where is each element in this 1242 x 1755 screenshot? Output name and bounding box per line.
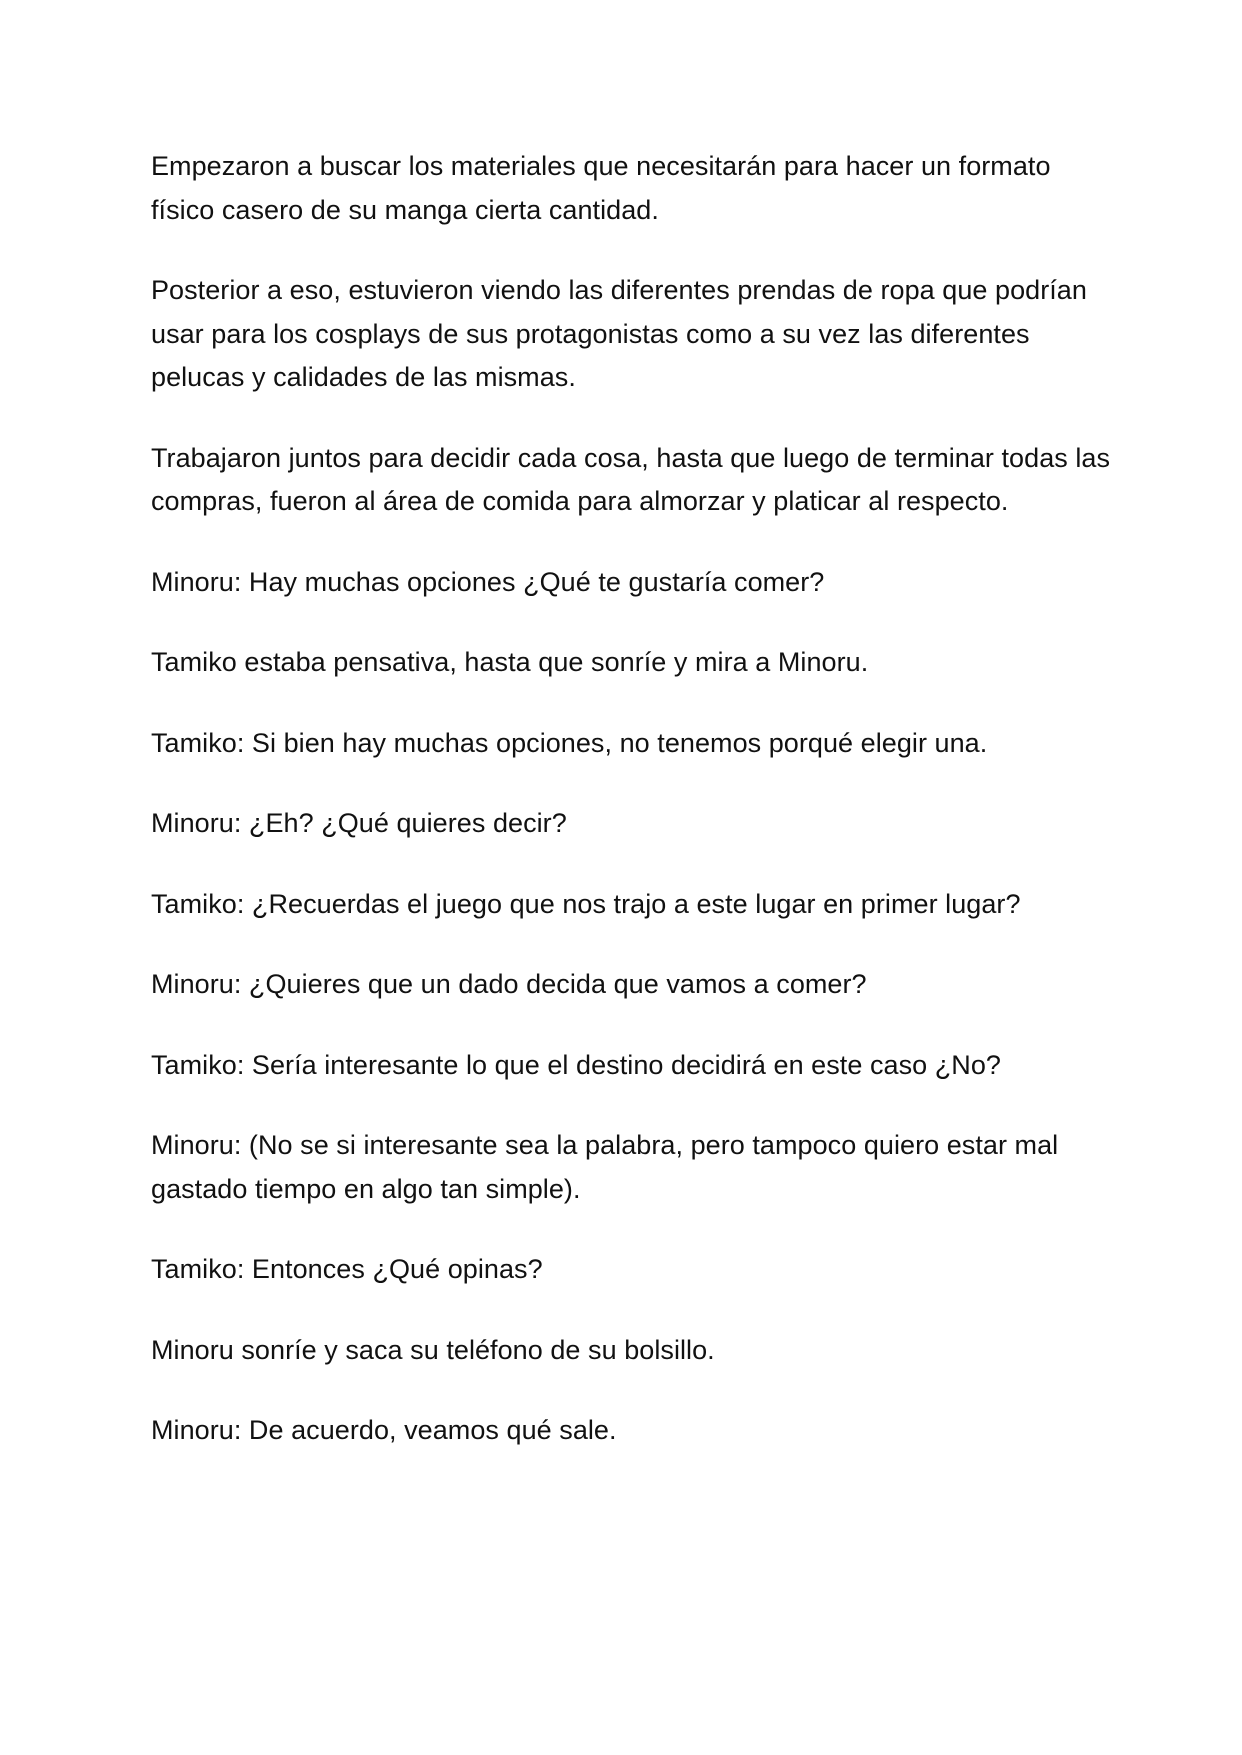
- paragraph: Posterior a eso, estuvieron viendo las diferentes prendas de ropa que podrían usar para los cosplays de sus protagonistas como a su vez las diferentes pelucas y calidades de las mismas.: [151, 275, 1087, 392]
- paragraph: Tamiko: Sería interesante lo que el destino decidirá en este caso ¿No?: [151, 1049, 1001, 1080]
- paragraph: Minoru: ¿Quieres que un dado decida que vamos a comer?: [151, 969, 867, 999]
- paragraph: Minoru: Hay muchas opciones ¿Qué te gustaría comer?: [151, 566, 825, 597]
- paragraph: Tamiko: ¿Recuerdas el juego que nos trajo a este lugar en primer lugar?: [151, 888, 1021, 919]
- paragraph: Empezaron a buscar los materiales que necesitarán para hacer un formato físico casero de su manga cierta cantidad.: [151, 151, 1051, 225]
- paragraph: Minoru: De acuerdo, veamos qué sale.: [151, 1415, 617, 1445]
- paragraph: Trabajaron juntos para decidir cada cosa, hasta que luego de terminar todas las compras, fueron al área de comida para almorzar y platicar al respecto.: [151, 442, 1111, 516]
- paragraph: Tamiko: Entonces ¿Qué opinas?: [151, 1254, 543, 1284]
- paragraph: Tamiko estaba pensativa, hasta que sonríe y mira a Minoru.: [151, 647, 869, 677]
- document-body: [151, 145, 1111, 1490]
- paragraph: Minoru: (No se si interesante sea la palabra, pero tampoco quiero estar mal gastado tiempo en algo tan simple).: [151, 1130, 1059, 1204]
- paragraph: Tamiko: Si bien hay muchas opciones, no tenemos porqué elegir una.: [151, 727, 988, 758]
- paragraph: Minoru: ¿Eh? ¿Qué quieres decir?: [151, 808, 567, 838]
- paragraph: Minoru sonríe y saca su teléfono de su bolsillo.: [151, 1334, 715, 1365]
